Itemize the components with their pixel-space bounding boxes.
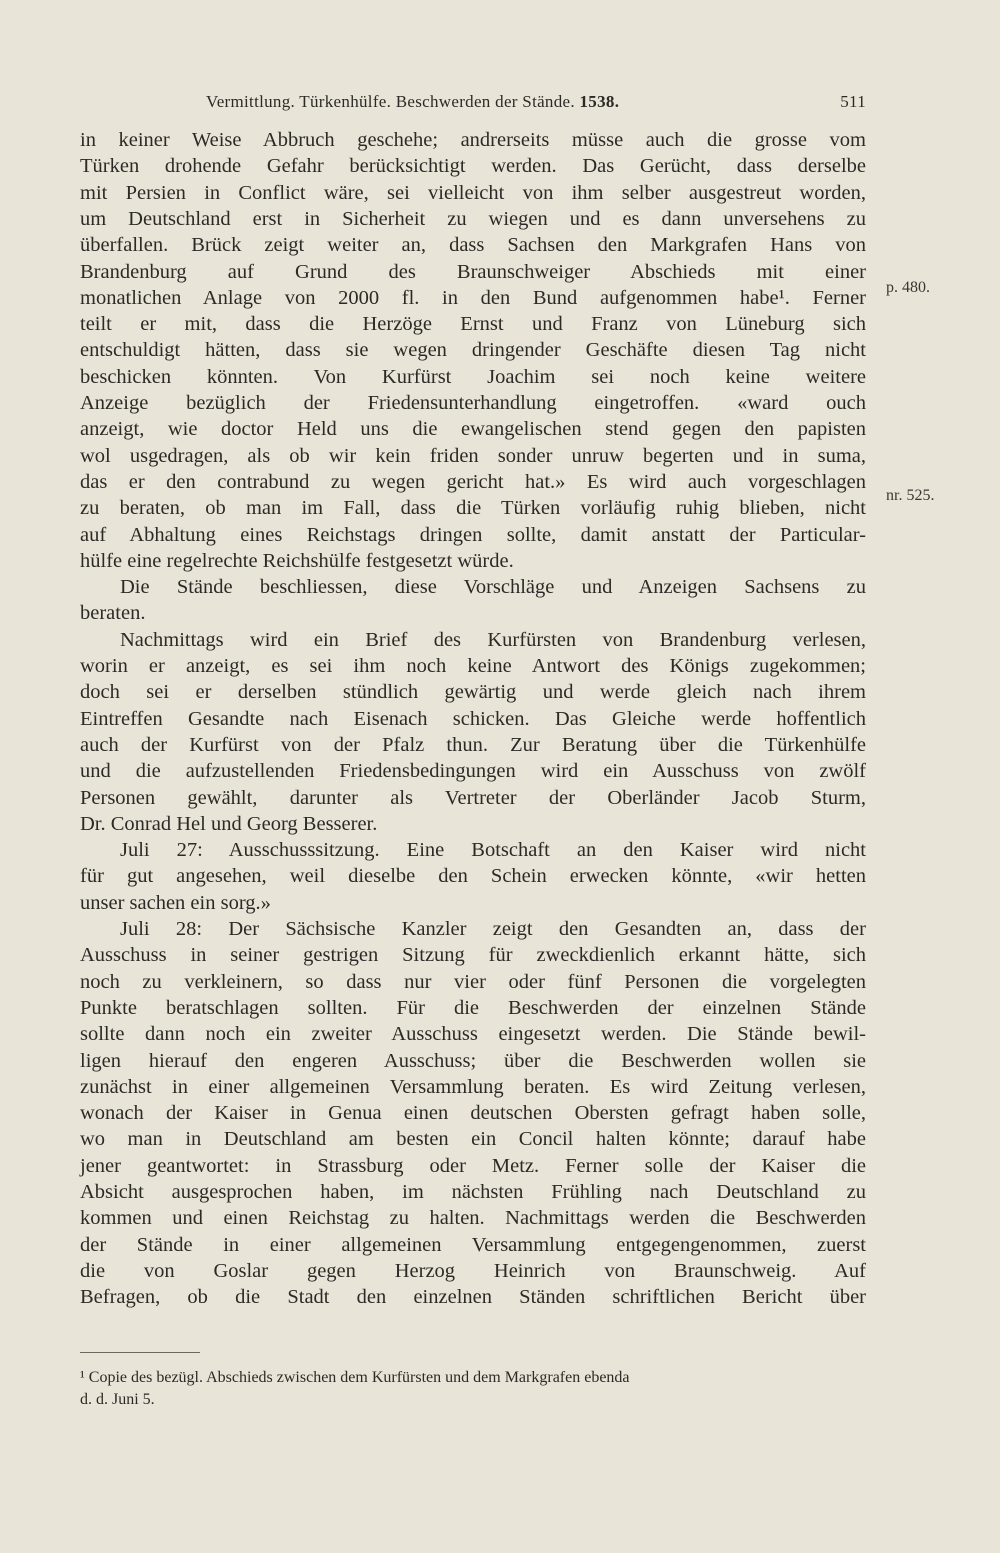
text-line: sollte dann noch ein zweiter Ausschuss eingesetzt werden. Die Stände bewil-: [80, 1023, 866, 1046]
text-line: Dr. Conrad Hel und Georg Besserer.: [80, 812, 378, 835]
text-line: wol usgedragen, als ob wir kein friden sonder unruw begerten und in suma,: [80, 444, 866, 467]
text-line: teilt er mit, dass die Herzöge Ernst und Franz von Lüneburg sich: [80, 313, 866, 336]
text-line: doch sei er derselben stündlich gewärtig und werde gleich nach ihrem: [80, 681, 866, 704]
text-line: für gut angesehen, weil dieselbe den Schein erwecken könnte, «wir hetten: [80, 865, 866, 888]
text-line: Anzeige bezüglich der Friedensunterhandlung eingetroffen. «ward ouch: [80, 392, 866, 414]
text-line: auf Abhaltung eines Reichstags dringen sollte, damit anstatt der Particular-: [80, 523, 866, 546]
running-title-text: Vermittlung. Türkenhülfe. Beschwerden der Stände.: [206, 92, 575, 111]
text-line: zu beraten, ob man im Fall, dass die Türken vorläufig ruhig blieben, nicht: [80, 497, 866, 520]
text-line: jener geantwortet: in Strassburg oder Metz. Ferner solle der Kaiser die: [80, 1154, 866, 1177]
text-line: und die aufzustellenden Friedensbedingungen wird ein Ausschuss von zwölf: [80, 760, 866, 783]
page-number: 511: [840, 92, 866, 111]
text-line: worin er anzeigt, es sei ihm noch keine Antwort des Königs zugekommen;: [80, 655, 866, 677]
text-line: mit Persien in Conflict wäre, sei vielleicht von ihm selber ausgestreut worden,: [80, 181, 866, 204]
text-line: monatlichen Anlage von 2000 fl. in den Bund aufgenommen habe¹. Ferner: [80, 286, 866, 309]
margin-note-number-ref: nr. 525.: [886, 487, 935, 504]
text-line: Befragen, ob die Stadt den einzelnen Ständen schriftlichen Bericht über: [80, 1286, 866, 1309]
text-line: Brandenburg auf Grund des Braunschweiger Abschieds mit einer: [80, 260, 866, 283]
text-line: Personen gewählt, darunter als Vertreter der Oberländer Jacob Sturm,: [80, 786, 866, 809]
header-year: 1538.: [579, 92, 620, 111]
text-line: noch zu verkleinern, so dass nur vier oder fünf Personen die vorgelegten: [80, 970, 866, 993]
text-line: Punkte beratschlagen sollten. Für die Beschwerden der einzelnen Stände: [80, 996, 866, 1019]
text-line: Ausschuss in seiner gestrigen Sitzung für zweckdienlich erkannt hätte, sich: [80, 944, 866, 967]
text-line: auch der Kurfürst von der Pfalz thun. Zur Beratung über die Türkenhülfe: [80, 733, 866, 756]
text-line: Türken drohende Gefahr berücksichtigt werden. Das Gerücht, dass derselbe: [80, 155, 866, 178]
text-line: hülfe eine regelrechte Reichshülfe festgesetzt würde.: [80, 549, 514, 572]
margin-note-page-ref: p. 480.: [886, 279, 930, 296]
running-header: [80, 92, 866, 120]
running-title: [206, 92, 619, 112]
text-line: Eintreffen Gesandte nach Eisenach schicken. Das Gleiche werde hoffentlich: [80, 707, 866, 730]
text-line: beraten.: [80, 602, 146, 625]
text-line: unser sachen ein sorg.»: [80, 891, 271, 914]
text-line: zunächst in einer allgemeinen Versammlung beraten. Es wird Zeitung verlesen,: [80, 1075, 866, 1098]
text-line: Juli 27: Ausschusssitzung. Eine Botschaft an den Kaiser wird nicht: [120, 839, 866, 862]
text-line: kommen und einen Reichstag zu halten. Nachmittags werden die Beschwerden: [80, 1207, 866, 1230]
text-line: der Stände in einer allgemeinen Versammlung entgegengenommen, zuerst: [80, 1233, 866, 1256]
footnote-line: ¹ Copie des bezügl. Abschieds zwischen dem Kurfürsten und dem Markgrafen ebenda: [80, 1369, 630, 1386]
text-line: Nachmittags wird ein Brief des Kurfürsten von Brandenburg verlesen,: [120, 628, 866, 651]
text-line: Absicht ausgesprochen haben, im nächsten Frühling nach Deutschland zu: [80, 1181, 866, 1203]
footnote-line: d. d. Juni 5.: [80, 1391, 155, 1408]
text-line: das er den contrabund zu wegen gericht hat.» Es wird auch vorgeschlagen: [80, 470, 866, 493]
text-line: beschicken könnten. Von Kurfürst Joachim sei noch keine weitere: [80, 365, 866, 388]
text-line: um Deutschland erst in Sicherheit zu wiegen und es dann unversehens zu: [80, 207, 866, 230]
text-line: Juli 28: Der Sächsische Kanzler zeigt den Gesandten an, dass der: [120, 918, 866, 940]
text-line: entschuldigt hätten, dass sie wegen dringender Geschäfte diesen Tag nicht: [80, 339, 866, 362]
footnote-rule: [80, 1352, 200, 1353]
text-line: Die Stände beschliessen, diese Vorschläge und Anzeigen Sachsens zu: [120, 576, 866, 599]
text-line: wo man in Deutschland am besten ein Concil halten könnte; darauf habe: [80, 1128, 866, 1151]
text-line: die von Goslar gegen Herzog Heinrich von Braunschweig. Auf: [80, 1259, 866, 1282]
text-line: in keiner Weise Abbruch geschehe; andrerseits müsse auch die grosse vom: [80, 129, 866, 151]
text-line: wonach der Kaiser in Genua einen deutschen Obersten gefragt haben solle,: [80, 1102, 866, 1125]
text-line: anzeigt, wie doctor Held uns die ewangelischen stend gegen den papisten: [80, 418, 866, 441]
text-line: überfallen. Brück zeigt weiter an, dass Sachsen den Markgrafen Hans von: [80, 234, 866, 257]
text-line: ligen hierauf den engeren Ausschuss; über die Beschwerden wollen sie: [80, 1049, 866, 1072]
